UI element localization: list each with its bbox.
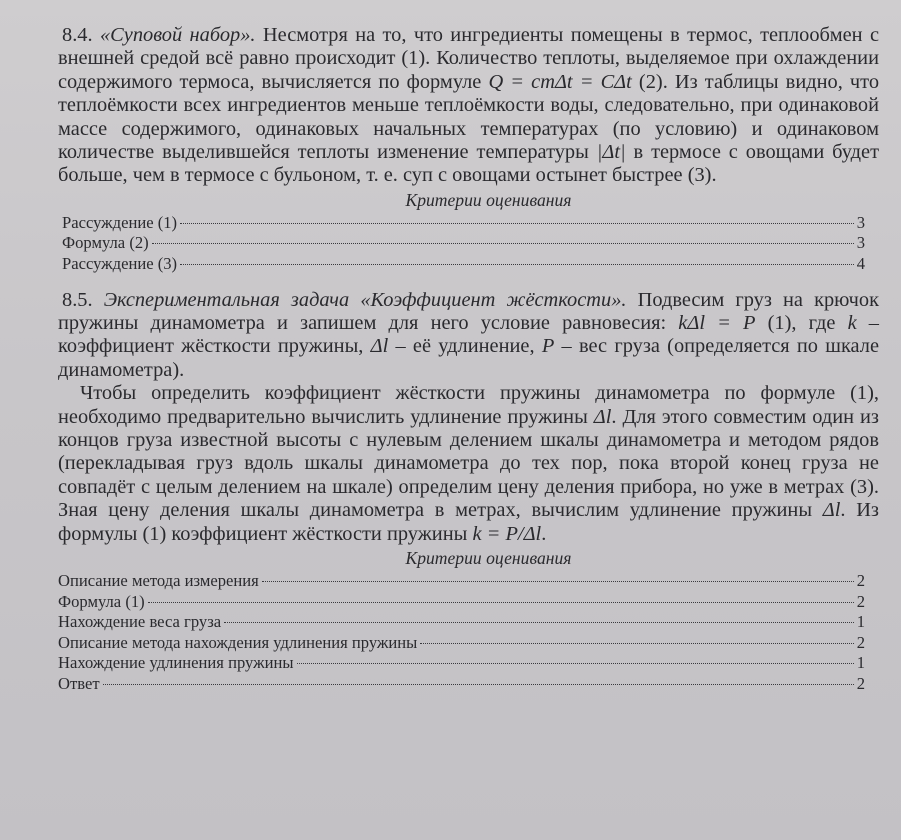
formula: k = P/Δl <box>472 522 542 545</box>
dot-leader <box>224 622 854 623</box>
section-number: 8.4. <box>62 24 100 46</box>
dot-leader <box>103 684 854 685</box>
criteria-label: Нахождение веса груза <box>58 612 222 632</box>
criteria-label: Рассуждение (1) <box>62 212 178 232</box>
equilibrium-equation: kΔl = P <box>678 312 756 335</box>
paragraph-text: . <box>541 522 547 545</box>
criteria-row <box>62 254 865 275</box>
criteria-row <box>58 653 865 674</box>
paragraph-text: в термосе с овощами будет больше, чем в термосе с бульоном, т. е. суп с овощами остынет быстрее (3). <box>58 141 879 187</box>
criteria-list-8-5 <box>58 571 879 695</box>
paragraph-text: (1), где <box>755 312 848 335</box>
criteria-title: Критерии оценивания <box>405 189 572 210</box>
criteria-row <box>58 571 865 592</box>
criteria-row <box>58 674 865 695</box>
dot-leader <box>148 602 854 603</box>
criteria-row <box>58 612 865 633</box>
criteria-points: 1 <box>856 612 865 632</box>
criteria-points: 2 <box>856 674 865 694</box>
criteria-points: 4 <box>856 254 865 274</box>
criteria-row <box>62 233 865 254</box>
dot-leader <box>420 643 853 644</box>
criteria-row <box>58 633 865 654</box>
criteria-label: Формула (1) <box>58 591 145 611</box>
section-8-5 <box>58 289 879 695</box>
dot-leader <box>152 243 854 244</box>
symbol-dl: Δl <box>593 405 612 428</box>
paragraph-text: – её удлинение, <box>388 335 542 358</box>
delta-t: |Δt| <box>596 141 626 164</box>
dot-leader <box>180 223 854 224</box>
criteria-points: 2 <box>856 632 865 652</box>
criteria-label: Рассуждение (3) <box>62 254 178 274</box>
criteria-points: 3 <box>856 233 865 253</box>
section-8-5-paragraph-1 <box>58 289 879 383</box>
section-8-4-paragraph <box>58 24 879 188</box>
criteria-list-8-4 <box>58 213 879 275</box>
dot-leader <box>297 663 854 664</box>
paragraph-text: Чтобы определить коэффициент жёсткости пружины динамометра по формуле (1), необходимо предварительно вычислить удлинение пружины <box>58 382 879 428</box>
criteria-label: Нахождение удлинения пружины <box>58 653 294 673</box>
criteria-row <box>58 592 865 613</box>
section-number: 8.5. <box>62 288 104 311</box>
criteria-label: Формула (2) <box>62 233 149 253</box>
paragraph-text: . Для этого совместим один из концов груза известной высоты с нулевым делением шкалы динамометра и методом рядов (перекладывая груз вдоль шкалы динамометра до тех пор, пока второй конец груза не совпадёт с целым делением на шкале) определим цену деления прибора, но уже в метрах (3). Зная цену деления шкалы динамометра в метрах, вычислим удлинение пружины <box>58 405 879 522</box>
criteria-label: Ответ <box>58 674 100 694</box>
section-title: «Суповой набор». <box>99 24 256 46</box>
paragraph-text: Несмотря на то, что ингредиенты помещены в термос, теплообмен с внешней средой всё равно происходит (1). Количество теплоты, выделяемое при охлаждении содержимого термоса, вычисляется по формуле <box>58 24 880 93</box>
symbol-k: k <box>847 312 857 335</box>
paragraph-text: Подвесим груз на крючок пружины динамометра и запишем для него условие равновесия: <box>58 288 879 335</box>
dot-leader <box>262 581 854 582</box>
section-title: Экспериментальная задача «Коэффициент жёсткости». <box>103 288 627 311</box>
criteria-label: Описание метода измерения <box>58 571 259 591</box>
criteria-points: 2 <box>856 591 865 611</box>
paragraph-text: (2). Из таблицы видно, что теплоёмкости всех ингредиентов меньше теплоёмкости воды, следовательно, при одинаковой массе содержимого, одинаковых начальных температурах (по условию) и одинаковом количестве выделившейся теплоты изменение температуры <box>58 70 880 164</box>
criteria-label: Описание метода нахождения удлинения пружины <box>58 632 418 652</box>
criteria-title: Критерии оценивания <box>405 548 572 569</box>
symbol-dl: Δl <box>822 499 841 522</box>
paragraph-text: – коэффициент жёсткости пружины, <box>58 312 879 358</box>
paragraph-text: – вес груза (определяется по шкале динамометра). <box>58 335 879 381</box>
dot-leader <box>180 264 854 265</box>
symbol-dl: Δl <box>370 335 389 358</box>
criteria-points: 1 <box>856 653 865 673</box>
formula: Q = cmΔt = CΔt <box>488 70 632 93</box>
paragraph-text: . Из формулы (1) коэффициент жёсткости пружины <box>58 499 879 545</box>
criteria-points: 2 <box>856 571 865 591</box>
criteria-points: 3 <box>856 212 865 232</box>
criteria-row <box>62 213 865 234</box>
symbol-p: P <box>541 335 555 358</box>
section-8-5-paragraph-2 <box>58 382 879 546</box>
